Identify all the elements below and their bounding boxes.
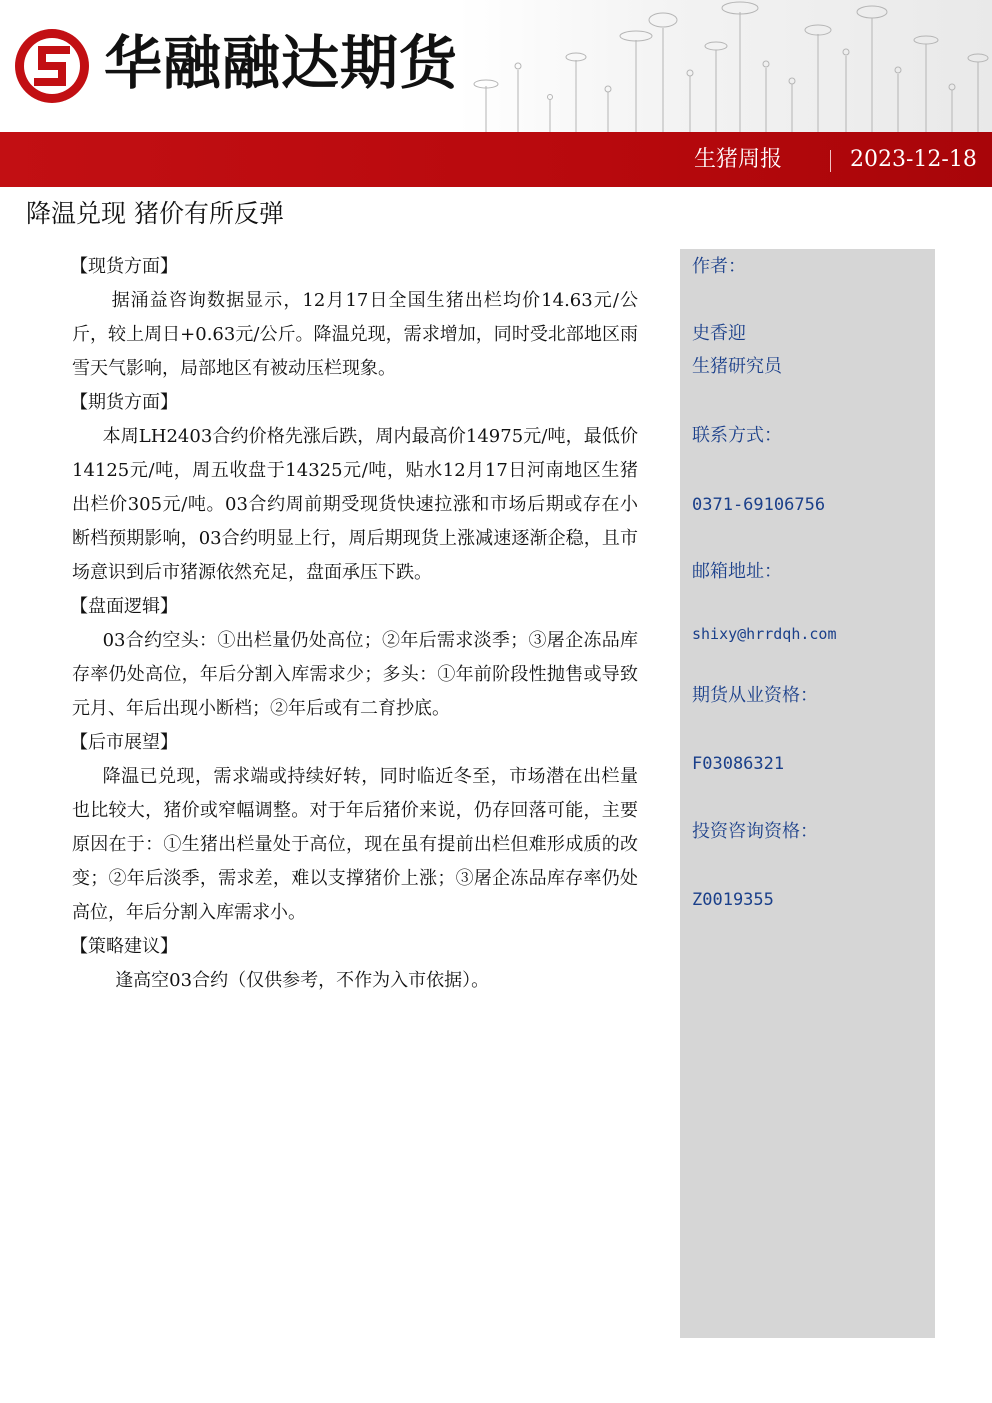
email-label: 邮箱地址： [692, 561, 782, 582]
section-heading: 【现货方面】 [70, 256, 178, 277]
section-heading: 【期货方面】 [70, 392, 178, 413]
section-outlook [72, 726, 638, 930]
section-strategy [72, 930, 638, 998]
page-title: 降温兑现 猪价有所反弹 [26, 199, 284, 228]
contact-label: 联系方式： [692, 425, 782, 446]
main-content [72, 250, 638, 998]
advisory-cert-number: Z0019355 [692, 890, 774, 910]
section-paragraph: 降温已兑现，需求端或持续好转，同时临近冬至，市场潜在出栏量也比较大，猪价或窄幅调整。对于年后猪价来说，仍存回落可能，主要原因在于：①生猪出栏量处于高位，现在虽有提前出栏但难形成质的改变；②年后淡季，需求差，难以支撑猪价上涨；③屠企冻品库存率仍处高位，年后分割入库需求小。 [72, 766, 638, 923]
report-type: 生猪周报 [694, 147, 783, 172]
contact-phone: 0371-69106756 [692, 495, 826, 515]
section-futures [72, 386, 638, 590]
section-paragraph: 03合约空头：①出栏量仍处高位；②年后需求淡季；③屠企冻品库存率仍处高位，年后分割入库需求少；多头：①年前阶段性抛售或导致元月、年后出现小断档；②年后或有二育抄底。 [72, 630, 638, 719]
banner-divider [830, 150, 831, 172]
author-sidebar [680, 249, 935, 1338]
decorative-lines-graphic [458, 0, 992, 132]
section-spot [72, 250, 638, 386]
author-label: 作者： [692, 256, 746, 277]
futures-cert-label: 期货从业资格： [692, 685, 818, 706]
email-address[interactable]: shixy@hrrdqh.com [692, 625, 837, 643]
report-date: 2023-12-18 [850, 147, 977, 172]
advisory-cert-label: 投资咨询资格： [692, 821, 818, 842]
header-decoration [458, 0, 992, 132]
company-logo-icon [12, 26, 92, 106]
section-paragraph: 逢高空03合约（仅供参考，不作为入市依据）。 [115, 970, 490, 991]
section-logic [72, 590, 638, 726]
author-role: 生猪研究员 [692, 356, 782, 377]
author-name: 史香迎 [692, 323, 746, 344]
brand-name: 华融融达期货 [104, 29, 459, 97]
section-heading: 【策略建议】 [70, 936, 178, 957]
futures-cert-number: F03086321 [692, 754, 785, 774]
section-paragraph: 本周LH2403合约价格先涨后跌，周内最高价14975元/吨，最低价14125元/吨，周五收盘于14325元/吨，贴水12月17日河南地区生猪出栏价305元/吨。03合约周前期受现货快速拉涨和市场后期或存在小断档预期影响，03合约明显上行，周后期现货上涨减速逐渐企稳，且市场意识到后市猪源依然充足，盘面承压下跌。 [72, 426, 638, 583]
header-banner [0, 132, 992, 187]
section-paragraph: 据涌益咨询数据显示，12月17日全国生猪出栏均价14.63元/公斤，较上周日+0.63元/公斤。降温兑现，需求增加，同时受北部地区雨雪天气影响，局部地区有被动压栏现象。 [72, 290, 638, 379]
section-heading: 【盘面逻辑】 [70, 596, 178, 617]
section-heading: 【后市展望】 [70, 732, 178, 753]
